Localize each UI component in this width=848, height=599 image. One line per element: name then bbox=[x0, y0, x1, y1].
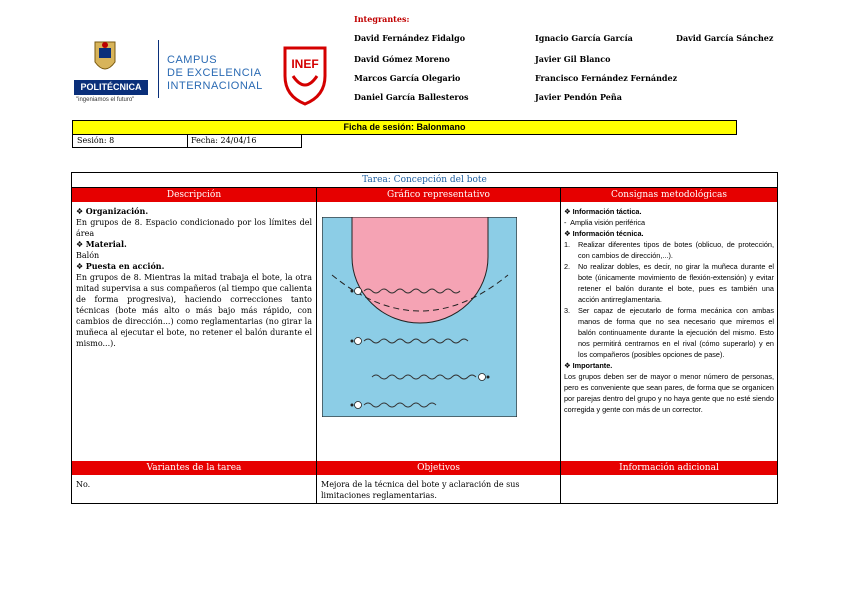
upm-tagline: "ingeniamos el futuro" bbox=[76, 97, 135, 103]
session-date: Fecha: 24/04/16 bbox=[191, 136, 257, 145]
player-icon bbox=[487, 376, 490, 379]
ball-icon bbox=[355, 338, 362, 345]
header-info-adicional: Información adicional bbox=[561, 461, 777, 475]
member-name: Javier Pendón Peña bbox=[535, 92, 622, 102]
campus-line-1: CAMPUS bbox=[167, 54, 218, 66]
task-title: Tarea: Concepción del bote bbox=[72, 173, 777, 188]
tactica-text: Amplia visión periférica bbox=[570, 218, 646, 227]
campus-logo-text bbox=[167, 54, 263, 93]
upm-name: POLITÉCNICA bbox=[74, 80, 148, 95]
member-name: Francisco Fernández Fernández bbox=[535, 73, 678, 83]
consigna-item: 1. Realizar diferentes tipos de botes (oblicuo, de protección, con cambios de dirección,...). bbox=[564, 240, 774, 260]
member-name: David Fernández Fidalgo bbox=[354, 33, 466, 43]
session-row bbox=[72, 134, 302, 148]
member-name: Daniel García Ballesteros bbox=[354, 92, 469, 102]
consigna-text: No realizar dobles, es decir, no girar la muñeca durante el bote (únicamente movimiento de flexión-extensión) y evitar retener el balón durante el bote, pues es también una acción antirreglamentaria. bbox=[578, 262, 774, 304]
inef-logo-icon bbox=[283, 46, 327, 106]
upm-crest-icon bbox=[93, 40, 117, 76]
session-number: Sesión: 8 bbox=[73, 134, 188, 147]
header-consignas: Consignas metodológicas bbox=[561, 188, 777, 202]
member-name: Marcos García Olegario bbox=[354, 73, 461, 83]
consigna-text: Ser capaz de ejecutarlo de forma mecánica con ambas manos de forma que no sea necesario que miremos el balón continuamente durante la ejecución del mismo. Esto nos permitirá centrarnos en el rival (cómo superarlo) y en los compañeros (posibles opciones de pase). bbox=[578, 306, 774, 359]
objetivos-text: Mejora de la técnica del bote y aclaración de sus limitaciones reglamentarias. bbox=[321, 480, 520, 500]
consigna-item: 3. Ser capaz de ejecutarlo de forma mecánica con ambas manos de forma que no sea necesario que miremos el balón continuamente durante la ejecución del mismo. Esto nos permitirá centrarnos en el rival (cómo superarlo) y en los compañeros (posibles opciones de pase). bbox=[564, 306, 774, 359]
tecnica-heading: ❖ Información técnica. bbox=[564, 229, 644, 238]
ball-icon bbox=[479, 374, 486, 381]
player-icon bbox=[351, 340, 354, 343]
header-objetivos: Objetivos bbox=[317, 461, 560, 475]
material-text: Balón bbox=[76, 251, 100, 260]
member-name: David Gómez Moreno bbox=[354, 54, 450, 64]
player-icon bbox=[351, 404, 354, 407]
logo-divider bbox=[158, 40, 159, 98]
campus-line-3: INTERNACIONAL bbox=[167, 80, 263, 92]
consigna-item: 2. No realizar dobles, es decir, no girar la muñeca durante el bote (únicamente movimiento de flexión-extensión) y evitar retener el balón durante el bote, pues es también una acción antirreglamentaria. bbox=[564, 262, 774, 304]
header-grafico: Gráfico representativo bbox=[317, 188, 560, 202]
tactica-label: Información táctica. bbox=[572, 207, 642, 216]
puesta-text: En grupos de 8. Mientras la mitad trabaja el bote, la otra mitad supervisa a sus compañeros (al tiempo que calienta de forma progresiva), haciendo correcciones tanto técnicas (bote más alto o más bajo más rápido, con cambios de dirección...) como reglamentarias (no girar la muñeca al ejecutar el bote, no retener el balón durante el mismo...). bbox=[76, 273, 312, 348]
member-name: David García Sánchez bbox=[676, 33, 774, 43]
court-diagram bbox=[322, 217, 517, 417]
ball-icon bbox=[355, 288, 362, 295]
members-title: Integrantes: bbox=[354, 14, 410, 24]
consignas-cell bbox=[564, 206, 774, 415]
campus-line-2: DE EXCELENCIA bbox=[167, 67, 262, 79]
organizacion-heading: ❖ Organización. bbox=[76, 206, 149, 216]
organizacion-label: Organización. bbox=[85, 206, 149, 216]
column-divider bbox=[316, 188, 317, 503]
consigna-text: Realizar diferentes tipos de botes (oblicuo, de protección, con cambios de dirección,...). bbox=[578, 240, 774, 260]
header-descripcion: Descripción bbox=[72, 188, 316, 202]
description-cell bbox=[76, 206, 312, 349]
tecnica-label: Información técnica. bbox=[572, 229, 644, 238]
player-icon bbox=[351, 290, 354, 293]
material-heading: ❖ Material. bbox=[76, 239, 127, 249]
puesta-heading: ❖ Puesta en acción. bbox=[76, 261, 165, 271]
column-divider bbox=[560, 188, 561, 503]
ball-icon bbox=[355, 402, 362, 409]
tactica-heading: ❖ Información táctica. bbox=[564, 207, 642, 216]
importante-heading: ❖ Importante. bbox=[564, 361, 613, 370]
tactica-item: - Amplia visión periférica bbox=[564, 218, 646, 227]
puesta-label: Puesta en acción. bbox=[85, 261, 165, 271]
inef-label: INEF bbox=[291, 57, 319, 71]
importante-text: Los grupos deben ser de mayor o menor número de personas, pero es conveniente que sean pares, de forma que se organicen por parejas dentro del grupo y no haya gente que no esté siendo corregida y gente con más de un corrector. bbox=[564, 372, 774, 414]
upm-logo bbox=[72, 40, 150, 104]
ficha-title: Ficha de sesión: Balonmano bbox=[72, 120, 737, 135]
member-name: Ignacio García García bbox=[535, 33, 633, 43]
task-table bbox=[71, 172, 778, 504]
organizacion-text: En grupos de 8. Espacio condicionado por los límites del área bbox=[76, 218, 312, 238]
member-name: Javier Gil Blanco bbox=[535, 54, 611, 64]
header-variantes: Variantes de la tarea bbox=[72, 461, 316, 475]
variantes-text: No. bbox=[76, 480, 91, 489]
material-label: Material. bbox=[85, 239, 127, 249]
importante-label: Importante. bbox=[572, 361, 613, 370]
